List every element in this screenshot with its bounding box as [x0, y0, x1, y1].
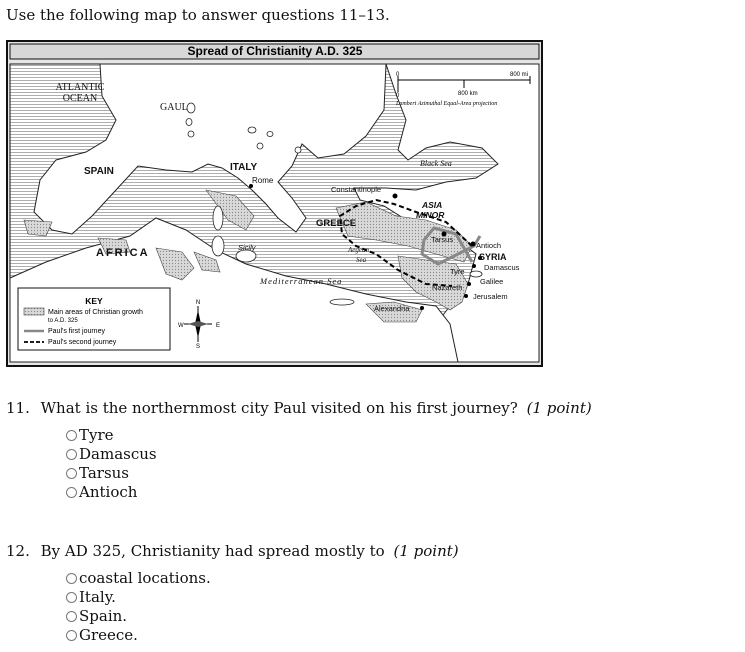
question-text: By AD 325, Christianity had spread mostly to: [40, 542, 385, 560]
svg-text:ASIA: ASIA: [422, 200, 443, 210]
answer-option[interactable]: [66, 607, 211, 626]
svg-text:ATLANTIC: ATLANTIC: [55, 82, 105, 93]
question-12-options: [66, 569, 211, 645]
question-number: 11.: [6, 399, 30, 417]
option-label: Tarsus: [79, 464, 130, 482]
question-number: 12.: [6, 542, 30, 560]
answer-option[interactable]: [66, 626, 211, 645]
svg-text:Antioch: Antioch: [476, 241, 502, 250]
svg-text:Paul's first journey: Paul's first journey: [48, 328, 105, 335]
option-label: coastal locations.: [79, 569, 211, 587]
option-label: Spain.: [79, 607, 128, 625]
svg-text:Tyre: Tyre: [450, 267, 465, 276]
question-11-options: [66, 426, 157, 502]
svg-text:800 mi: 800 mi: [510, 72, 529, 78]
svg-text:SPAIN: SPAIN: [84, 166, 114, 177]
svg-text:Damascus: Damascus: [484, 263, 520, 272]
question-points: (1 point): [393, 542, 459, 560]
svg-text:Jerusalem: Jerusalem: [473, 292, 508, 301]
radio-icon[interactable]: [66, 611, 77, 622]
svg-text:800 km: 800 km: [458, 91, 478, 97]
svg-text:Mediterranean Sea: Mediterranean Sea: [260, 276, 343, 286]
svg-text:ITALY: ITALY: [230, 162, 258, 173]
option-label: Italy.: [79, 588, 116, 606]
intro-text: Use the following map to answer questions 11–13.: [6, 6, 390, 24]
svg-text:Constantinople: Constantinople: [331, 185, 382, 194]
map-title: Spread of Christianity A.D. 325: [187, 44, 363, 58]
svg-text:Sicily: Sicily: [238, 243, 256, 252]
radio-icon[interactable]: [66, 449, 77, 460]
svg-text:Aegean: Aegean: [348, 246, 369, 254]
svg-text:Tarsus: Tarsus: [431, 235, 454, 244]
option-label: Damascus: [79, 445, 157, 463]
svg-text:OCEAN: OCEAN: [62, 93, 98, 104]
svg-text:Main areas of Christian growth: Main areas of Christian growth: [48, 309, 143, 316]
svg-text:Galilee: Galilee: [480, 277, 504, 286]
radio-icon[interactable]: [66, 630, 77, 641]
svg-text:MINOR: MINOR: [416, 210, 445, 220]
option-label: Greece.: [79, 626, 138, 644]
svg-text:GREECE: GREECE: [316, 218, 357, 229]
svg-text:N: N: [195, 300, 201, 306]
svg-text:Paul's second journey: Paul's second journey: [48, 339, 117, 346]
radio-icon[interactable]: [66, 468, 77, 479]
answer-option[interactable]: [66, 569, 211, 588]
svg-text:E: E: [216, 323, 221, 329]
svg-text:SYRIA: SYRIA: [479, 252, 507, 262]
question-points: (1 point): [526, 399, 592, 417]
question-text: What is the northernmost city Paul visited on his first journey?: [40, 399, 518, 417]
svg-text:Black Sea: Black Sea: [420, 159, 452, 168]
svg-text:GAUL: GAUL: [160, 102, 188, 113]
answer-option[interactable]: [66, 483, 157, 502]
svg-text:Lambert Azimuthal Equal-Area p: Lambert Azimuthal Equal-Area projection: [396, 101, 498, 107]
radio-icon[interactable]: [66, 592, 77, 603]
svg-text:Alexandria: Alexandria: [374, 304, 410, 313]
answer-option[interactable]: [66, 445, 157, 464]
svg-text:Rome: Rome: [252, 176, 274, 185]
christianity-map: [6, 40, 544, 368]
svg-text:0: 0: [396, 93, 400, 99]
svg-text:to A.D. 325: to A.D. 325: [48, 318, 78, 324]
radio-icon[interactable]: [66, 487, 77, 498]
answer-option[interactable]: [66, 426, 157, 445]
svg-text:Nazareth: Nazareth: [432, 283, 463, 292]
svg-text:KEY: KEY: [85, 296, 103, 306]
question-12: [6, 542, 459, 560]
svg-text:Sea: Sea: [356, 256, 367, 264]
radio-icon[interactable]: [66, 430, 77, 441]
svg-text:0: 0: [396, 72, 400, 78]
map-key: [18, 288, 170, 350]
answer-option[interactable]: [66, 464, 157, 483]
radio-icon[interactable]: [66, 573, 77, 584]
answer-option[interactable]: [66, 588, 211, 607]
svg-text:S: S: [195, 344, 201, 350]
option-label: Antioch: [79, 483, 138, 501]
svg-text:AFRICA: AFRICA: [96, 247, 150, 259]
option-label: Tyre: [79, 426, 114, 444]
svg-text:W: W: [178, 323, 184, 329]
question-11: [6, 399, 592, 417]
